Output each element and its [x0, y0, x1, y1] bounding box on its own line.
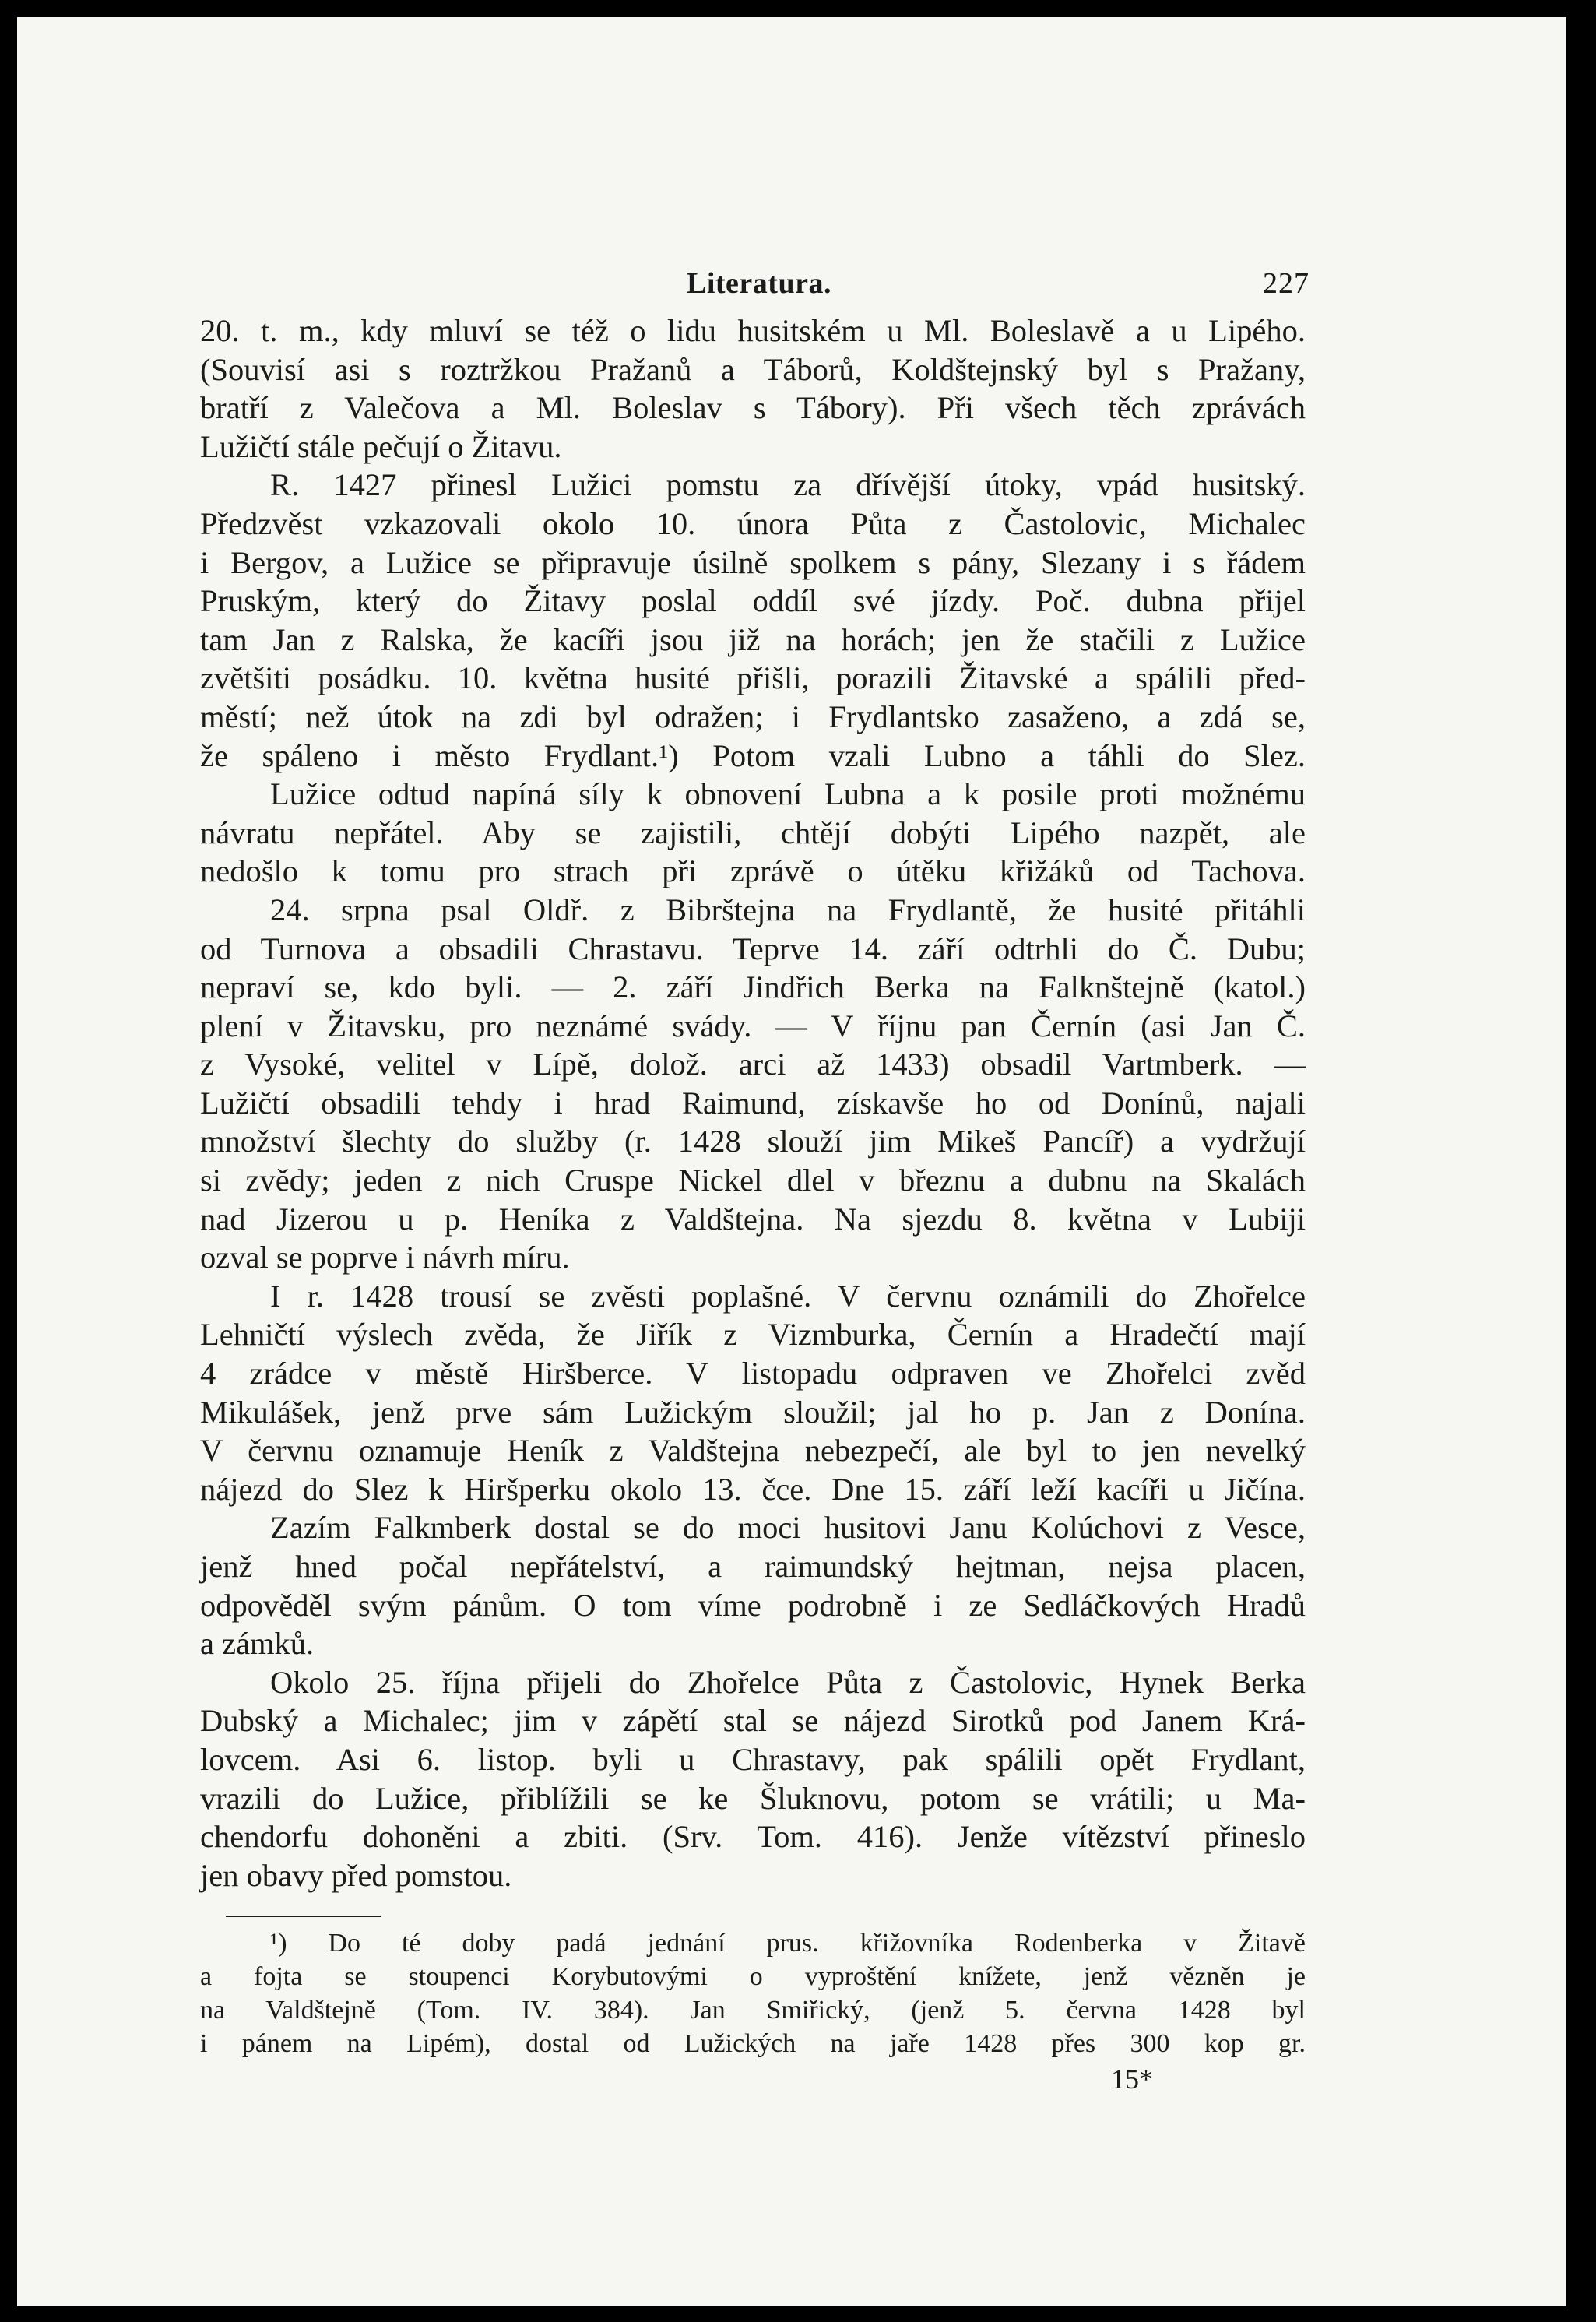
- text-line: Lužice odtud napíná síly k obnovení Lubna a k posile proti možnému: [270, 776, 1306, 812]
- text-line: Okolo 25. října přijeli do Zhořelce Půta z Častolovic, Hynek Berka: [270, 1664, 1306, 1700]
- text-line: Lužičtí stále pečují o Žitavu.: [200, 428, 562, 464]
- text-line: 4 zrádce v městě Hiršberce. V listopadu odpraven ve Zhořelci zvěd: [200, 1356, 1306, 1391]
- text-line: návratu nepřátel. Aby se zajistili, chtějí dobýti Lipého nazpět, ale: [200, 814, 1306, 850]
- footnote-divider: [226, 1916, 381, 1917]
- page-number: 227: [1263, 267, 1309, 300]
- text-line: nad Jizerou u p. Heníka z Valdštejna. Na sjezdu 8. května v Lubiji: [200, 1201, 1306, 1237]
- footnote-line: i pánem na Lipém), dostal od Lužických na jaře 1428 přes 300 kop gr.: [200, 2029, 1306, 2058]
- text-line: R. 1427 přinesl Lužici pomstu za dřívější útoky, vpád husitský.: [270, 467, 1306, 503]
- text-line: nájezd do Slez k Hiršperku okolo 13. čce. Dne 15. září leží kacíři u Jičína.: [200, 1471, 1306, 1507]
- text-line: Pruským, který do Žitavy poslal oddíl své jízdy. Poč. dubna přijel: [200, 583, 1306, 619]
- text-line: plení v Žitavsku, pro neznámé svády. — V říjnu pan Černín (asi Jan Č.: [200, 1008, 1306, 1043]
- text-line: (Souvisí asi s roztržkou Pražanů a Táborů, Koldštejnský byl s Pražany,: [200, 351, 1306, 387]
- text-line: Dubský a Michalec; jim v zápětí stal se nájezd Sirotků pod Janem Krá-: [200, 1703, 1306, 1739]
- text-line: městí; než útok na zdi byl odražen; i Frydlantsko zasaženo, a zdá se,: [200, 698, 1306, 734]
- text-line: Mikulášek, jenž prve sám Lužickým sloužil; jal ho p. Jan z Donína.: [200, 1394, 1306, 1430]
- text-line: a zámků.: [200, 1626, 315, 1662]
- text-line: jenž hned počal nepřátelství, a raimundský hejtman, nejsa placen,: [200, 1549, 1306, 1584]
- text-line: lovcem. Asi 6. listop. byli u Chrastavy, pak spálili opět Frydlant,: [200, 1741, 1306, 1777]
- text-line: od Turnova a obsadili Chrastavu. Teprve 14. září odtrhli do Č. Dubu;: [200, 931, 1306, 966]
- text-line: jen obavy před pomstou.: [200, 1857, 512, 1893]
- text-line: že spáleno i město Frydlant.¹) Potom vzali Lubno a táhli do Slez.: [200, 737, 1306, 773]
- text-line: odpověděl svým pánům. O tom víme podrobně i ze Sedláčkových Hradů: [200, 1587, 1306, 1623]
- text-line: bratří z Valečova a Ml. Boleslav s Tábory). Při všech těch zprávách: [200, 390, 1306, 426]
- footnotes: [200, 1926, 1306, 2060]
- text-line: ozval se poprve i návrh míru.: [200, 1240, 570, 1275]
- text-line: z Vysoké, velitel v Lípě, dolož. arci až 1433) obsadil Vartmberk. —: [200, 1047, 1306, 1082]
- running-head: Literatura.: [687, 267, 831, 300]
- footnote-line: na Valdštejně (Tom. IV. 384). Jan Smiřický, (jenž 5. června 1428 byl: [200, 1996, 1306, 2025]
- text-line: tam Jan z Ralska, že kacíři jsou již na horách; jen že stačili z Lužice: [200, 621, 1306, 657]
- text-line: Zazím Falkmberk dostal se do moci husitovi Janu Kolúchovi z Vesce,: [270, 1510, 1306, 1546]
- text-line: chendorfu dohoněni a zbiti. (Srv. Tom. 416). Jenže vítězství přineslo: [200, 1819, 1306, 1855]
- book-page: [17, 17, 1566, 2306]
- scan-border: [0, 0, 1596, 17]
- text-line: Předzvěst vzkazovali okolo 10. února Půta z Častolovic, Michalec: [200, 505, 1306, 541]
- footnote-line: a fojta se stoupenci Korybutovými o vyproštění knížete, jenž vězněn je: [200, 1962, 1306, 1991]
- text-line: 24. srpna psal Oldř. z Bibrštejna na Frydlantě, že husité přitáhli: [270, 892, 1306, 927]
- page-header: [17, 266, 1566, 305]
- text-line: zvětšiti posádku. 10. května husité přišli, porazili Žitavské a spálili před-: [200, 660, 1306, 696]
- text-line: i Bergov, a Lužice se připravuje úsilně spolkem s pány, Slezany i s řádem: [200, 544, 1306, 580]
- text-line: 20. t. m., kdy mluví se též o lidu husitském u Ml. Boleslavě a u Lipého.: [200, 313, 1306, 348]
- text-line: I r. 1428 trousí se zvěsti poplašné. V červnu oznámili do Zhořelce: [270, 1278, 1306, 1314]
- text-line: si zvědy; jeden z nich Cruspe Nickel dlel v březnu a dubnu na Skalách: [200, 1163, 1306, 1198]
- text-line: Lehničtí výslech zvěda, že Jiřík z Vizmburka, Černín a Hradečtí mají: [200, 1317, 1306, 1353]
- text-line: nepraví se, kdo byli. — 2. září Jindřich Berka na Falknštejně (katol.): [200, 969, 1306, 1005]
- footnote-line: ¹) Do té doby padá jednání prus. křižovníka Rodenberka v Žitavě: [270, 1929, 1306, 1958]
- text-line: nedošlo k tomu pro strach při zprávě o útěku křižáků od Tachova.: [200, 853, 1306, 889]
- text-line: Lužičtí obsadili tehdy i hrad Raimund, získavše ho od Donínů, najali: [200, 1085, 1306, 1121]
- text-line: vrazili do Lužice, přiblížili se ke Šluknovu, potom se vrátili; u Ma-: [200, 1780, 1306, 1816]
- text-line: množství šlechty do služby (r. 1428 slouží jim Mikeš Pancíř) a vydržují: [200, 1124, 1306, 1159]
- body-text: [200, 311, 1306, 1895]
- text-line: V červnu oznamuje Heník z Valdštejna nebezpečí, ale byl to jen nevelký: [200, 1433, 1306, 1469]
- signature-mark: 15*: [1111, 2063, 1153, 2095]
